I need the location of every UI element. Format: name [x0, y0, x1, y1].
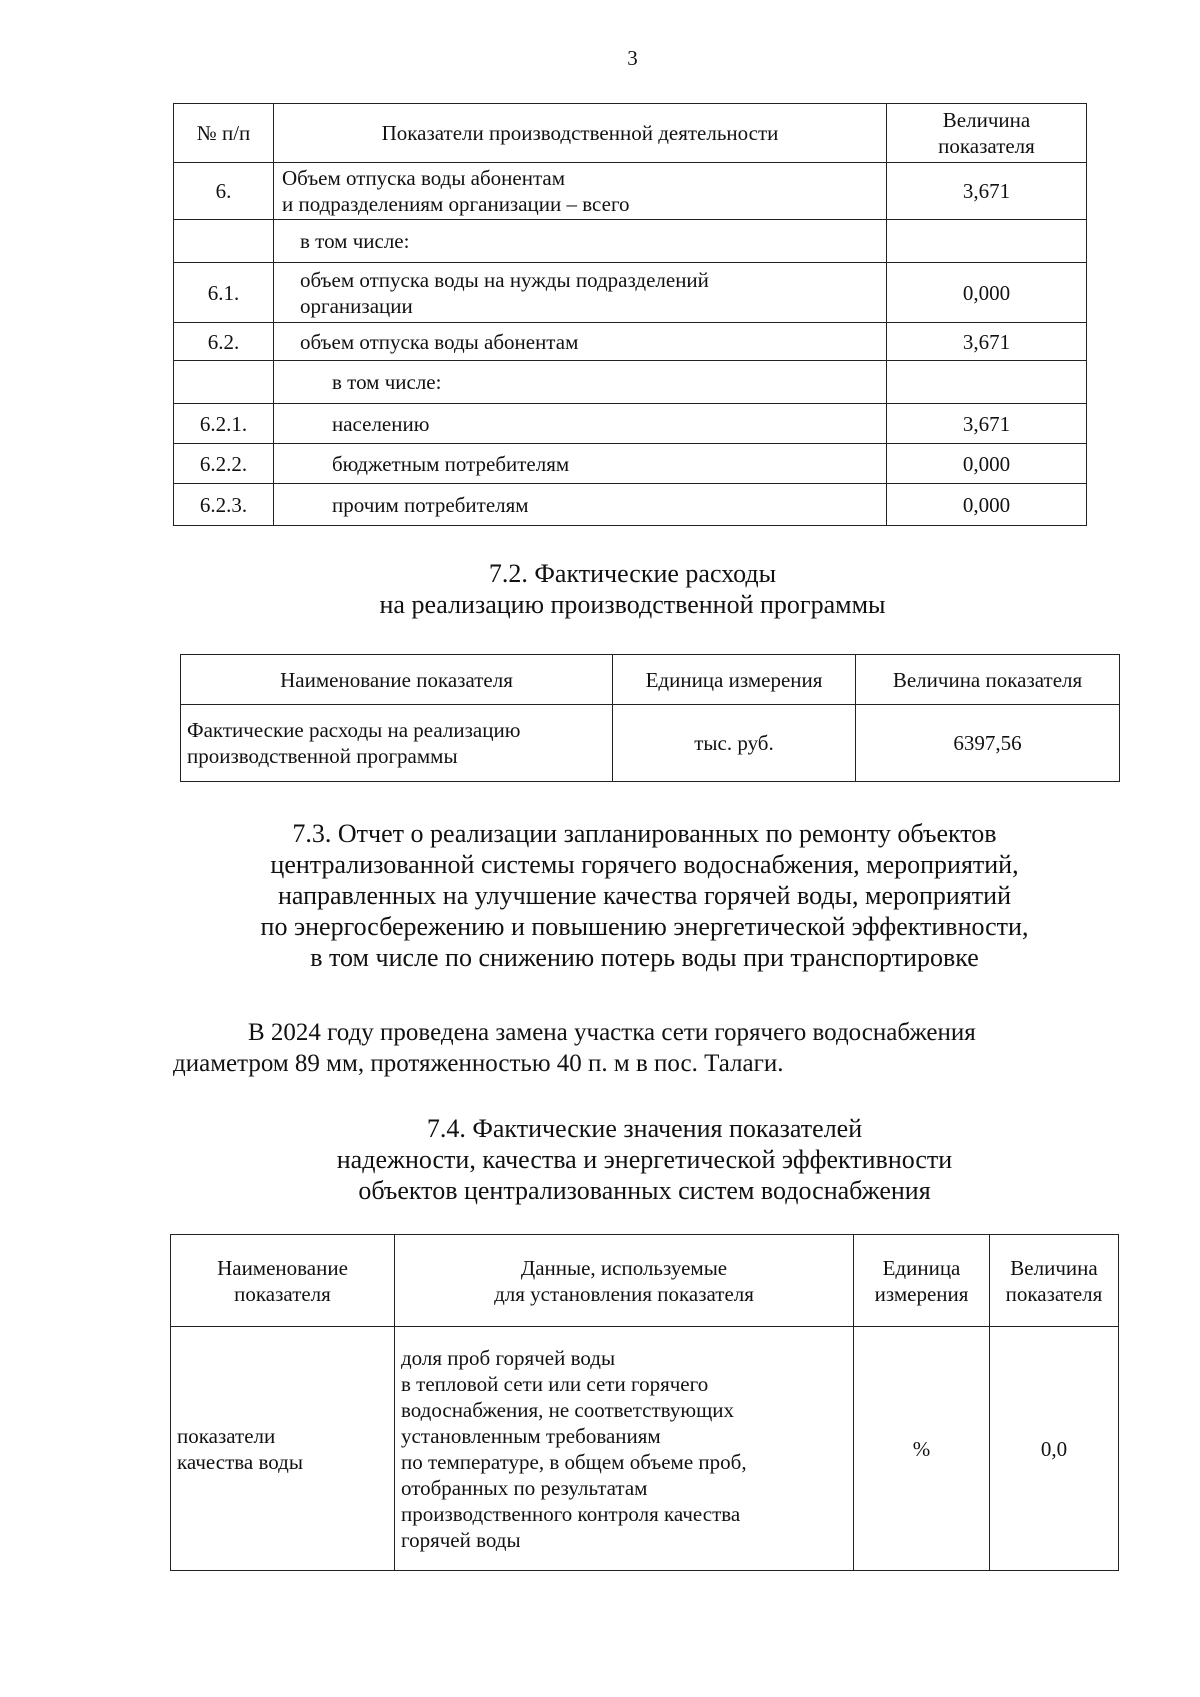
row-value: 0,0 — [990, 1327, 1119, 1571]
row-name — [171, 1327, 395, 1571]
section-7-2-title — [0, 558, 1200, 620]
table-header-row — [174, 104, 1087, 163]
header-value: Величина показателя — [856, 655, 1120, 705]
row-name — [274, 163, 887, 220]
section-7-4-title-line: надежности, качества и энергетической эффективности — [336, 1145, 953, 1174]
row-name: бюджетным потребителям — [274, 444, 887, 484]
table-header-row — [171, 1235, 1119, 1327]
row-value: 3,671 — [887, 404, 1087, 444]
table-row — [174, 163, 1087, 220]
header-value — [990, 1235, 1119, 1327]
header-name-line2: показателя — [234, 1281, 331, 1306]
row-data-line: горячей воды — [401, 1527, 521, 1552]
row-num — [174, 220, 274, 263]
header-unit: Единица измерения — [613, 655, 856, 705]
row-name — [274, 263, 887, 323]
row-num — [174, 361, 274, 404]
repair-paragraph-line1: В 2024 году проведена замена участка сети горячего водоснабжения — [248, 1019, 976, 1046]
table-row — [174, 220, 1087, 263]
section-7-2-title-line2: на реализацию производственной программы — [379, 590, 886, 619]
section-7-4-title-line: объектов централизованных систем водоснабжения — [358, 1176, 931, 1205]
quality-indicators-table — [170, 1234, 1119, 1571]
header-data — [395, 1235, 854, 1327]
header-unit — [854, 1235, 990, 1327]
row-num: 6.2.1. — [174, 404, 274, 444]
section-7-3-title-line: по энергосбережению и повышению энергетической эффективности, — [260, 912, 1029, 941]
expenses-table — [180, 654, 1120, 782]
row-value: 3,671 — [887, 163, 1087, 220]
header-unit-line1: Единица — [882, 1255, 961, 1280]
section-7-3-title-line: в том числе по снижению потерь воды при транспортировке — [310, 943, 979, 972]
row-name: прочим потребителям — [274, 484, 887, 526]
section-7-3-title-line: направленных на улучшение качества горячей воды, мероприятий — [277, 881, 1011, 910]
page-number: 3 — [627, 46, 638, 70]
row-value: 0,000 — [887, 263, 1087, 323]
row-data-line: производственного контроля качества — [401, 1501, 741, 1526]
table-row — [174, 484, 1087, 526]
header-name-line1: Наименование — [217, 1255, 348, 1280]
header-data-line1: Данные, используемые — [520, 1255, 728, 1280]
row-unit: % — [854, 1327, 990, 1571]
table-row — [174, 263, 1087, 323]
row-unit: тыс. руб. — [613, 705, 856, 782]
header-value-line2: показателя — [938, 134, 1035, 158]
row-data-line: водоснабжения, не соответствующих — [401, 1397, 734, 1422]
header-name: Наименование показателя — [181, 655, 613, 705]
row-name-line1: Фактические расходы на реализацию — [187, 718, 521, 742]
row-data-line: отобранных по результатам — [401, 1475, 648, 1500]
header-data-line2: для установления показателя — [494, 1281, 754, 1306]
section-7-2-title-line1: 7.2. Фактические расходы — [488, 559, 777, 588]
row-value: 6397,56 — [856, 705, 1120, 782]
production-indicators-table — [173, 103, 1087, 526]
row-value — [887, 361, 1087, 404]
header-unit-line2: измерения — [874, 1281, 969, 1306]
table-header-row — [181, 655, 1120, 705]
row-name-line2: организации — [300, 293, 413, 318]
row-name: в том числе: — [274, 220, 887, 263]
header-value — [887, 104, 1087, 163]
header-value-line2: показателя — [1005, 1281, 1103, 1306]
header-indicators: Показатели производственной деятельности — [274, 104, 887, 163]
row-name: населению — [274, 404, 887, 444]
row-name-line2: производственной программы — [187, 744, 458, 768]
section-7-3-title-line: 7.3. Отчет о реализации запланированных по ремонту объектов — [292, 819, 997, 848]
row-data-line: в тепловой сети или сети горячего — [401, 1371, 709, 1396]
header-value-line1: Величина — [1010, 1255, 1098, 1280]
section-7-3-title-line: централизованной системы горячего водоснабжения, мероприятий, — [270, 850, 1019, 879]
table-row — [174, 323, 1087, 361]
row-name — [181, 705, 613, 782]
row-name: в том числе: — [274, 361, 887, 404]
row-num: 6.2.3. — [174, 484, 274, 526]
row-name: объем отпуска воды абонентам — [274, 323, 887, 361]
row-data-line: установленным требованиям — [401, 1423, 661, 1448]
row-value: 3,671 — [887, 323, 1087, 361]
row-num: 6.1. — [174, 263, 274, 323]
row-data — [395, 1327, 854, 1571]
row-data-line: по температуре, в общем объеме проб, — [401, 1449, 747, 1474]
row-num: 6.2.2. — [174, 444, 274, 484]
table-row — [174, 361, 1087, 404]
row-name-line1: показатели — [177, 1423, 276, 1448]
row-value: 0,000 — [887, 484, 1087, 526]
row-name-line1: объем отпуска воды на нужды подразделений — [300, 267, 709, 292]
table-row — [174, 404, 1087, 444]
table-row — [171, 1327, 1119, 1571]
table-row — [174, 444, 1087, 484]
repair-paragraph-line2: диаметром 89 мм, протяженностью 40 п. м в пос. Талаги. — [173, 1050, 784, 1077]
row-num: 6.2. — [174, 323, 274, 361]
section-7-3-title — [12, 818, 1200, 973]
row-name-line1: Объем отпуска воды абонентам — [282, 166, 566, 190]
header-value-line1: Величина — [942, 108, 1031, 132]
header-num: № п/п — [174, 104, 274, 163]
row-data-line: доля проб горячей воды — [401, 1345, 616, 1370]
table-row — [181, 705, 1120, 782]
section-7-4-title — [12, 1113, 1200, 1206]
section-7-4-title-line: 7.4. Фактические значения показателей — [426, 1114, 863, 1143]
row-name-line2: и подразделениям организации – всего — [282, 192, 630, 216]
row-name-line2: качества воды — [177, 1449, 303, 1474]
header-name — [171, 1235, 395, 1327]
row-num: 6. — [174, 163, 274, 220]
row-value — [887, 220, 1087, 263]
row-value: 0,000 — [887, 444, 1087, 484]
